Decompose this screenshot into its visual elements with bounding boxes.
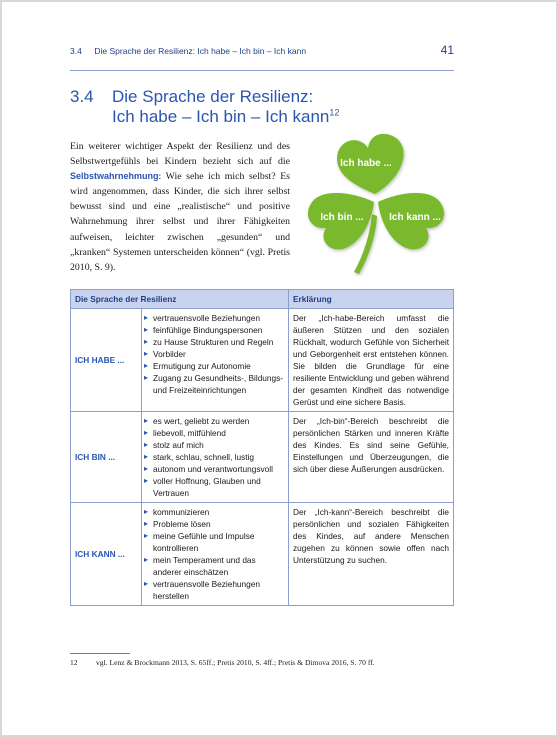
row-label-ich-kann: ICH KANN ... (71, 503, 142, 606)
resilience-table (70, 289, 454, 606)
row-items-ich-habe (142, 309, 289, 412)
section-number: 3.4 (70, 87, 94, 106)
table-row (71, 503, 454, 606)
intro-paragraph (70, 139, 290, 275)
footnote-reference: 12 (329, 107, 340, 118)
header-rule (70, 70, 454, 71)
row-explanation-ich-bin: Der „Ich-bin“-Bereich beschreibt die persönlichen Stärken und inneren Kräfte des Kindes. Es sind seine Gefühle, Einstellungen und Überzeugungen, die sich über diese Äußerungen ausdrücken. (289, 412, 454, 503)
footnote-rule (70, 653, 130, 654)
list-item: ▸ Vorbilder (144, 348, 284, 360)
list-item: ▸ Ermutigung zur Autonomie (144, 360, 284, 372)
table-header-row (71, 290, 454, 309)
footnote (70, 658, 375, 667)
list-item: ▸ stolz auf mich (144, 439, 284, 451)
section-title-line1: Die Sprache der Resilienz: (112, 87, 314, 106)
shamrock-label-right: Ich kann ... (389, 212, 441, 223)
intro-text-start: Ein weiterer wichtiger Aspekt der Resilienz und des Selbstwertgefühls bei Kindern bezieht sich auf die (70, 141, 290, 168)
list-item: ▸ meine Gefühle und Impulse kontrollieren (144, 530, 284, 554)
list-item: ▸ liebevoll, mitfühlend (144, 427, 284, 439)
footnote-number: 12 (70, 658, 78, 667)
row-explanation-ich-habe: Der „Ich-habe-Bereich umfasst die äußeren Stützen und den sozialen Rückhalt, wodurch Gefühle von Sicherheit und Geborgenheit erst entstehen können. Sie bilden die Grundlage für eine resiliente Entwicklung und geben während der gesamten Kindheit das notwendige Gerüst und eine sichere Basis. (289, 309, 454, 412)
table-header-language: Die Sprache der Resilienz (71, 290, 289, 309)
section-title (112, 87, 339, 127)
row-label-ich-habe: ICH HABE ... (71, 309, 142, 412)
book-page (2, 2, 556, 735)
shamrock-label-left: Ich bin ... (320, 212, 364, 223)
list-item: ▸ kommunizieren (144, 506, 284, 518)
intro-text-end: : Wie sehe ich mich selbst? Es wird angenommen, dass Kinder, die sich ihrer selbst bewusst sind und eine „realistische“ und positive Wahrnehmung ihrer selbst und ihrer Fähigkeiten aufweisen, leichter zwischen „gesunden“ und „kranken“ Systemen unterscheiden können“ (vgl. Pretis 2010, S. 9). (70, 171, 290, 273)
list-item: ▸ Zugang zu Gesundheits-, Bildungs- und Freizeiteinrichtungen (144, 372, 284, 396)
shamrock-label-top: Ich habe ... (340, 158, 392, 169)
table-row (71, 309, 454, 412)
row-items-ich-kann (142, 503, 289, 606)
running-header (70, 46, 454, 56)
table-header-explanation: Erklärung (289, 290, 454, 309)
list-item: ▸ es wert, geliebt zu werden (144, 415, 284, 427)
list-item: ▸ vertrauensvolle Beziehungen herstellen (144, 578, 284, 602)
list-item: ▸ zu Hause Strukturen und Regeln (144, 336, 284, 348)
row-explanation-ich-kann: Der „Ich-kann“-Bereich beschreibt die persönlichen und sozialen Fähigkeiten des Kindes, auf andere Menschen zugehen zu können sowie offen nach Unterstützung zu suchen. (289, 503, 454, 606)
section-title-line2: Ich habe – Ich bin – Ich kann (112, 107, 330, 126)
table-row (71, 412, 454, 503)
list-item: ▸ voller Hoffnung, Glauben und Vertrauen (144, 475, 284, 499)
running-header-title: Die Sprache der Resilienz: Ich habe – Ich bin – Ich kann (94, 46, 307, 56)
list-item: ▸ feinfühlige Bindungspersonen (144, 324, 284, 336)
running-header-section: 3.4 (70, 46, 82, 56)
footnote-text: vgl. Lenz & Brockmann 2013, S. 65ff.; Pretis 2010, S. 4ff.; Pretis & Dimova 2016, S. 70 ff. (96, 658, 375, 667)
row-items-ich-bin (142, 412, 289, 503)
page-number: 41 (440, 43, 454, 57)
list-item: ▸ mein Temperament und das anderer einschätzen (144, 554, 284, 578)
intro-highlight-term: Selbstwahrnehmung (70, 171, 159, 182)
list-item: ▸ vertrauensvolle Beziehungen (144, 312, 284, 324)
list-item: ▸ stark, schlau, schnell, lustig (144, 451, 284, 463)
list-item: ▸ Probleme lösen (144, 518, 284, 530)
shamrock-illustration (298, 130, 452, 276)
row-label-ich-bin: ICH BIN ... (71, 412, 142, 503)
list-item: ▸ autonom und verantwortungsvoll (144, 463, 284, 475)
